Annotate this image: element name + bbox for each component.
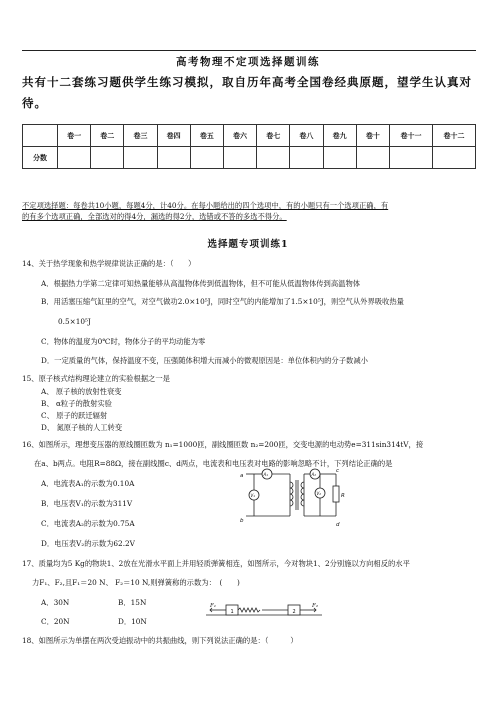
intro-text: 共有十二套练习题供学生练习模拟，取自历年高考全国卷经典原题，望学生认真对待。	[22, 75, 472, 110]
q17-option-c: C．20N	[41, 617, 70, 626]
table-header-cell: 卷十二	[433, 125, 476, 147]
score-input-cell[interactable]	[223, 147, 256, 169]
score-input-cell[interactable]	[323, 147, 356, 169]
score-input-cell[interactable]	[157, 147, 190, 169]
q16-stem-line-2: 在a、b两点。电阻R=88Ω，接在副线圈c、d两点，电流表和电压表对电路的影响忽略不计，下列结论正确的是	[34, 459, 393, 468]
q15-stem: 15、原子核式结构理论建立的实验根据之一是	[22, 374, 170, 383]
score-input-cell[interactable]	[58, 147, 91, 169]
q17-stem-line-1: 17、质量均为5 Kg的物块1、2放在光滑水平面上并用轻质弹簧相连，如图所示，今对物块1、2分别施以方向相反的水平	[22, 559, 410, 568]
rules-text	[22, 200, 480, 222]
score-input-cell[interactable]	[356, 147, 389, 169]
score-input-cell[interactable]	[190, 147, 223, 169]
table-header-cell: 卷九	[323, 125, 356, 147]
score-table-row	[23, 147, 476, 169]
q15-option-b: B、 α粒子的散射实验	[41, 399, 112, 408]
q17-option-b: B．15N	[118, 598, 147, 607]
spring-blocks-diagram	[206, 599, 326, 619]
q15-option-a: A、 原子核的放射性衰变	[41, 387, 122, 396]
q17-option-a: A．30N	[41, 598, 70, 607]
page-title: 高考物理不定项选择题训练	[176, 56, 320, 68]
score-input-cell[interactable]	[290, 147, 323, 169]
force-f1-label: F₁	[210, 603, 217, 609]
table-header-cell: 卷七	[257, 125, 290, 147]
q18-stem: 18、如图所示为单摆在两次受迫振动中的共振曲线，则下列说法正确的是：（ ）	[22, 636, 298, 645]
q14-option-b: B．用活塞压缩气缸里的空气，对空气做功2.0×10⁵J，同时空气的内能增加了1.5×10⁵J，则空气从外界吸收热量	[41, 297, 404, 306]
table-header-cell: 卷八	[290, 125, 323, 147]
force-f2-label: F₂	[312, 603, 319, 609]
score-input-cell[interactable]	[257, 147, 290, 169]
q14-option-a: A．根据热力学第二定律可知热量能够从高温物体传到低温物体，但不可能从低温物体传到高温物体	[41, 279, 361, 288]
score-row-label: 分数	[23, 147, 58, 169]
table-header-cell: 卷二	[91, 125, 124, 147]
score-input-cell[interactable]	[433, 147, 476, 169]
block-2-label: 2	[292, 609, 296, 615]
terminal-a-label: a	[240, 473, 244, 479]
q16-stem-line-1: 16、如图所示，理想变压器的原线圈匝数为 n₁=1000匝，副线圈匝数 n₂=200匝，交变电源的电动势e=311sin314tV，接	[22, 440, 424, 449]
table-header-cell: 卷六	[223, 125, 256, 147]
table-header-cell: 卷一	[58, 125, 91, 147]
q16-option-c: C．电流表A₂的示数为0.75A	[41, 519, 135, 528]
rules-line-2: 的有多个选项正确，全部选对的得4分，漏选的得2分，选错或不答的多选不得分。	[22, 212, 287, 221]
header-rule	[22, 50, 476, 51]
block-1-label: 1	[230, 609, 234, 615]
q16-option-a: A．电流表A₁的示数为0.10A	[41, 479, 135, 488]
resistor-r-label: R	[341, 493, 345, 499]
q14-option-d: D．一定质量的气体，保持温度不变，压强随体积增大而减小的微观原因是：单位体积内的分子数减小	[41, 356, 368, 365]
ammeter-a1-label: A₁	[263, 472, 268, 477]
table-cell	[23, 125, 58, 147]
rules-line-1: 不定项选择题：每卷共10小题，每题4分，计40分。在每小题给出的四个选项中，有的小题只有一个选项正确，有	[22, 201, 389, 210]
score-input-cell[interactable]	[390, 147, 433, 169]
score-table	[22, 124, 476, 169]
voltmeter-v1-label: V₁	[250, 493, 255, 498]
q14-option-b-cont: 0.5×10⁵J	[58, 317, 91, 326]
table-header-cell: 卷五	[190, 125, 223, 147]
transformer-circuit-diagram	[232, 464, 350, 534]
q14-stem: 14、关于热学现象和热学规律说法正确的是：（ ）	[22, 259, 196, 268]
terminal-b-label: b	[240, 518, 244, 524]
q14-option-c: C．物体的温度为0℃时，物体分子的平均动能为零	[41, 337, 206, 346]
q15-option-c: C、 原子的跃迁辐射	[41, 411, 108, 420]
q15-option-d: D、 氮原子核的人工转变	[41, 423, 123, 432]
q17-option-d: D．10N	[118, 617, 147, 626]
table-header-cell: 卷四	[157, 125, 190, 147]
terminal-c-label: c	[336, 468, 340, 474]
section-title: 选择题专项训练1	[207, 239, 289, 250]
score-input-cell[interactable]	[91, 147, 124, 169]
q16-option-b: B．电压表V₁的示数为311V	[41, 499, 133, 508]
score-input-cell[interactable]	[124, 147, 157, 169]
q17-stem-line-2: 力F₁、F₂,且F₁＝20 N、 F₂＝10 N,则弹簧称的示数为： ( )	[32, 578, 240, 587]
q16-option-d: D．电压表V₂的示数为62.2V	[41, 539, 135, 548]
table-header-cell: 卷十一	[390, 125, 433, 147]
voltmeter-v2-label: V₂	[316, 491, 321, 496]
ammeter-a2-label: A₂	[311, 472, 316, 477]
table-header-cell: 卷三	[124, 125, 157, 147]
terminal-d-label: d	[336, 522, 340, 528]
score-table-header-row	[23, 125, 476, 147]
table-header-cell: 卷十	[356, 125, 389, 147]
